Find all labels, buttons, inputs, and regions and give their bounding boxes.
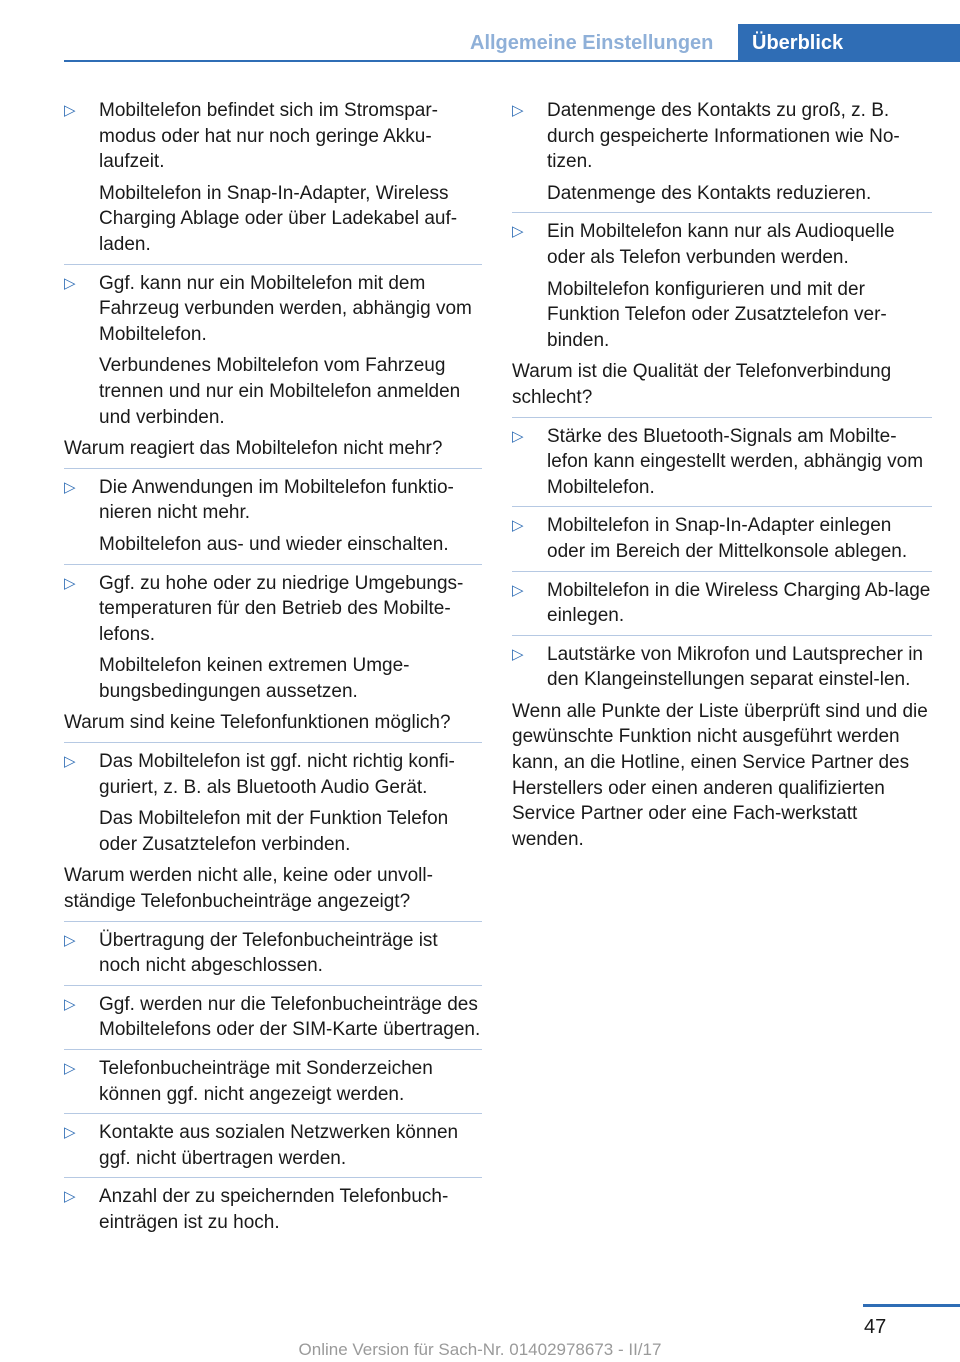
list-item: [512, 212, 932, 359]
triangle-bullet-icon: ▷: [64, 1124, 76, 1142]
issue-text: Übertragung der Telefonbucheinträge ist noch nicht abgeschlossen.: [99, 929, 438, 977]
remedy-text: Datenmenge des Kontakts reduzieren.: [547, 182, 872, 204]
question-heading: Warum werden nicht alle, keine oder unvoll-ständige Telefonbucheinträge angezeigt?: [64, 865, 433, 913]
header-active-tab: Überblick: [738, 24, 960, 62]
remedy-text: Mobiltelefon keinen extremen Umge-bungsbedingungen aussetzen.: [99, 655, 410, 702]
triangle-bullet-icon: ▷: [64, 1188, 76, 1206]
triangle-bullet-icon: ▷: [64, 102, 76, 119]
question-heading: Warum sind keine Telefonfunktionen möglich?: [64, 712, 451, 734]
triangle-bullet-icon: ▷: [512, 581, 524, 599]
issue-text: Mobiltelefon befindet sich im Stromspar-modus oder hat nur noch geringe Akku-laufzeit.: [99, 100, 438, 173]
remedy-text: Verbundenes Mobiltelefon vom Fahrzeug trennen und nur ein Mobiltelefon anmelden und verbinden.: [99, 355, 461, 428]
triangle-bullet-icon: ▷: [512, 102, 524, 119]
list-item: [512, 635, 932, 699]
header-section-title: Allgemeine Einstellungen: [470, 32, 714, 54]
triangle-bullet-icon: ▷: [64, 995, 76, 1013]
issue-text: Stärke des Bluetooth-Signals am Mobilte-lefon kann eingestellt werden, abhängig vom Mobiltelefon.: [547, 425, 924, 498]
issue-text: Ggf. kann nur ein Mobiltelefon mit dem Fahrzeug verbunden werden, abhängig vom Mobiltelefon.: [99, 272, 472, 345]
triangle-bullet-icon: ▷: [64, 274, 76, 292]
issue-text: Mobiltelefon in Snap-In-Adapter einlegen oder im Bereich der Mittelkonsole ablegen.: [547, 515, 908, 562]
issue-text: Ein Mobiltelefon kann nur als Audioquelle oder als Telefon verbunden werden.: [547, 221, 895, 268]
issue-text: Ggf. zu hohe oder zu niedrige Umgebungs-temperaturen für den Betrieb des Mobilte-lefons.: [99, 572, 464, 645]
issue-text: Telefonbucheinträge mit Sonderzeichen können ggf. nicht angezeigt werden.: [99, 1058, 433, 1105]
triangle-bullet-icon: ▷: [512, 427, 524, 445]
list-item: [64, 921, 482, 985]
list-item: [512, 506, 932, 570]
list-item: [64, 742, 482, 863]
footer-version-text: Online Version für Sach-Nr. 01402978673 - II/17: [298, 1340, 662, 1359]
list-item: [512, 98, 932, 212]
question-heading: Warum ist die Qualität der Telefonverbindung schlecht?: [512, 361, 892, 408]
issue-text: Lautstärke von Mikrofon und Lautsprecher in den Klangeinstellungen separat einstel-len.: [547, 643, 923, 691]
question-heading: Warum reagiert das Mobiltelefon nicht mehr?: [64, 438, 443, 460]
issue-text: Kontakte aus sozialen Netzwerken können ggf. nicht übertragen werden.: [99, 1122, 459, 1169]
triangle-bullet-icon: ▷: [512, 645, 524, 663]
list-item: [64, 1177, 482, 1241]
right-column: [512, 98, 932, 852]
remedy-text: Mobiltelefon in Snap-In-Adapter, Wireless Charging Ablage oder über Ladekabel auf-laden.: [99, 182, 458, 255]
page-number: 47: [864, 1316, 887, 1338]
list-item: [64, 564, 482, 711]
triangle-bullet-icon: ▷: [64, 1060, 76, 1077]
triangle-bullet-icon: ▷: [512, 517, 524, 535]
remedy-text: Mobiltelefon aus- und wieder einschalten.: [99, 533, 449, 555]
triangle-bullet-icon: ▷: [64, 574, 76, 592]
list-item: [512, 571, 932, 635]
list-item: [64, 985, 482, 1049]
list-item: [512, 417, 932, 507]
triangle-bullet-icon: ▷: [512, 223, 524, 241]
closing-paragraph: Wenn alle Punkte der Liste überprüft sind und die gewünschte Funktion nicht ausgeführt werden kann, an die Hotline, einen Service Partner des Herstellers oder einen anderen qualifizierten Service Partner oder eine Fach-werkstatt wenden.: [512, 700, 928, 850]
issue-text: Das Mobiltelefon ist ggf. nicht richtig konfi-guriert, z. B. als Bluetooth Audio Gerät.: [99, 751, 455, 798]
issue-text: Datenmenge des Kontakts zu groß, z. B. durch gespeicherte Informationen wie No-tizen.: [547, 100, 900, 173]
issue-text: Anzahl der zu speichernden Telefonbuch-einträgen ist zu hoch.: [99, 1186, 449, 1233]
issue-text: Mobiltelefon in die Wireless Charging Ab-lage einlegen.: [547, 579, 931, 627]
left-column: [64, 98, 482, 1242]
triangle-bullet-icon: ▷: [64, 931, 76, 949]
list-item: [64, 264, 482, 437]
remedy-text: Mobiltelefon konfigurieren und mit der Funktion Telefon oder Zusatztelefon ver-binden.: [547, 278, 887, 351]
footer-rule: [863, 1304, 960, 1307]
issue-text: Die Anwendungen im Mobiltelefon funktio-nieren nicht mehr.: [99, 476, 454, 524]
header-rule: [64, 60, 960, 62]
list-item: [64, 1049, 482, 1113]
list-item: [64, 468, 482, 564]
triangle-bullet-icon: ▷: [64, 753, 76, 771]
issue-text: Ggf. werden nur die Telefonbucheinträge des Mobiltelefons oder der SIM-Karte übertragen.: [99, 993, 481, 1041]
list-item: [64, 98, 482, 264]
remedy-text: Das Mobiltelefon mit der Funktion Telefon oder Zusatztelefon verbinden.: [99, 808, 449, 855]
list-item: [64, 1113, 482, 1177]
triangle-bullet-icon: ▷: [64, 478, 76, 496]
